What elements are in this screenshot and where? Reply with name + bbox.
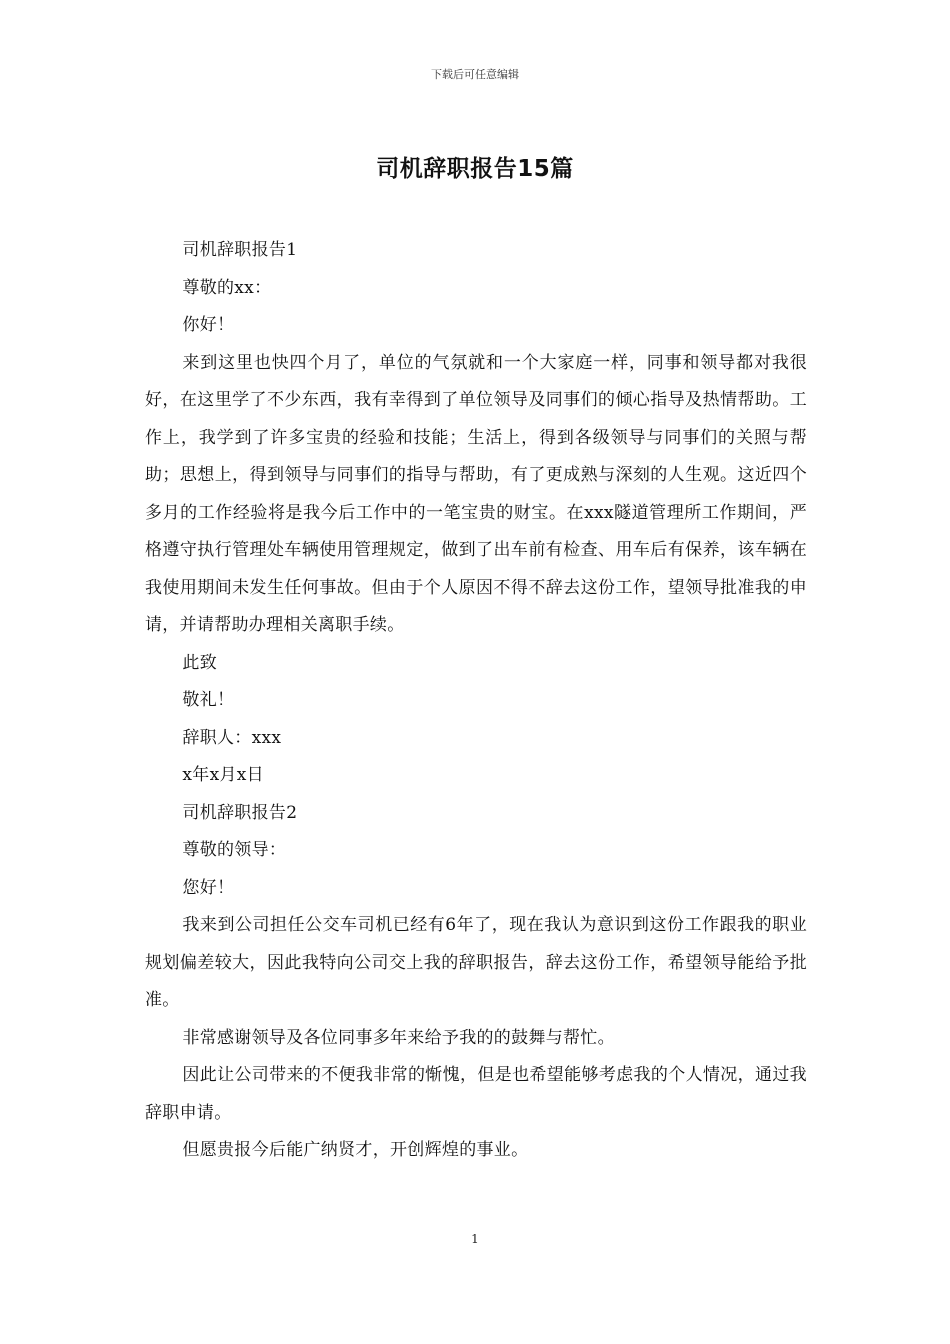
header-note: 下载后可任意编辑 — [431, 68, 519, 81]
signature: 辞职人：xxx — [182, 727, 282, 748]
document-title: 司机辞职报告15篇 — [376, 156, 574, 182]
body-paragraph: 来到这里也快四个月了，单位的气氛就和一个大家庭一样，同事和领导都对我很好，在这里学了不少东西，我有幸得到了单位领导及同事们的倾心指导及热情帮助。工作上，我学到了许多宝贵的经验和技能；生活上，得到各级领导与同事们的关照与帮助；思想上，得到领导与同事们的指导与帮助，有了更成熟与深刻的人生观。这近四个多月的工作经验将是我今后工作中的一笔宝贵的财宝。在xxx隧道管理所工作期间，严格遵守执行管理处车辆使用管理规定，做到了出车前有检查、用车后有保养，该车辆在我使用期间未发生任何事故。但由于个人原因不得不辞去这份工作，望领导批准我的申请，并请帮助办理相关离职手续。 — [145, 352, 807, 635]
document-body — [145, 232, 807, 1170]
salutation: 尊敬的领导： — [182, 840, 287, 860]
section-heading: 司机辞职报告1 — [182, 240, 298, 260]
closing-respect: 敬礼！ — [182, 690, 235, 710]
date-line: x年x月x日 — [182, 765, 264, 785]
body-paragraph: 非常感谢领导及各位同事多年来给予我的的鼓舞与帮忙。 — [182, 1027, 615, 1048]
body-paragraph: 因此让公司带来的不便我非常的惭愧，但是也希望能够考虑我的个人情况，通过我辞职申请。 — [145, 1065, 807, 1123]
closing: 此致 — [182, 652, 217, 673]
body-paragraph: 我来到公司担任公交车司机已经有6年了，现在我认为意识到这份工作跟我的职业规划偏差较大，因此我特向公司交上我的辞职报告，辞去这份工作，希望领导能给予批准。 — [145, 915, 807, 1010]
salutation: 尊敬的xx： — [182, 277, 272, 298]
greeting: 您好！ — [182, 877, 235, 898]
page-number: 1 — [471, 1232, 479, 1246]
section-heading: 司机辞职报告2 — [182, 802, 298, 823]
body-paragraph: 但愿贵报今后能广纳贤才，开创辉煌的事业。 — [182, 1140, 529, 1160]
greeting: 你好！ — [182, 315, 235, 335]
